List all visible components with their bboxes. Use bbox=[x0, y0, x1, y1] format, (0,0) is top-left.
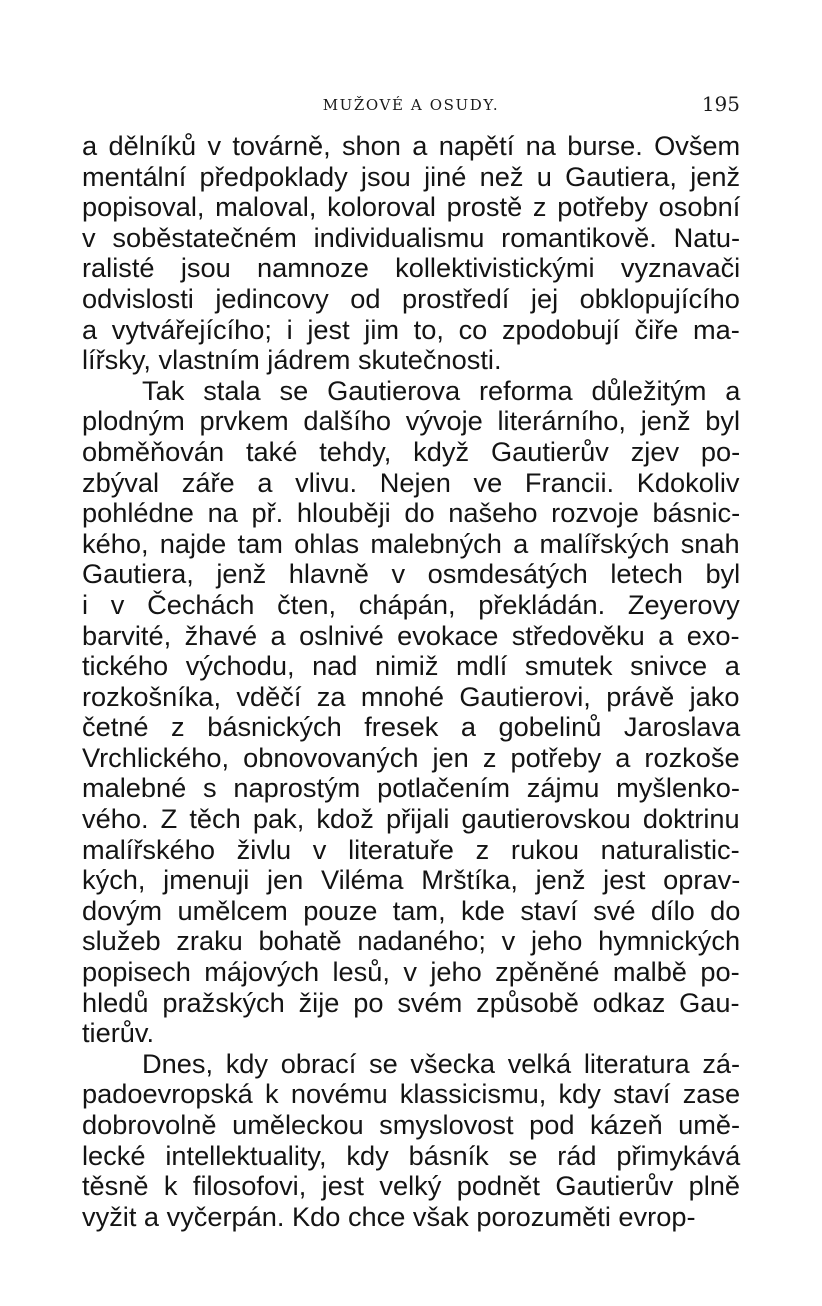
page-number: 195 bbox=[701, 92, 740, 116]
text-line: lecké intellektuality, kdy básník se rád přimykává bbox=[82, 1139, 741, 1171]
paragraph bbox=[82, 376, 740, 1049]
text-line: těsně k filosofovi, jest velký podnět Gautierův plně bbox=[82, 1170, 741, 1202]
text-line: malířského živlu v literatuře z rukou naturalistic- bbox=[82, 833, 740, 865]
text-line: Dnes, kdy obrací se všecka velká literatura zá- bbox=[142, 1047, 741, 1079]
text-line: Vrchlického, obnovovaných jen z potřeby a rozkoše bbox=[82, 741, 740, 773]
text-line: dovým umělcem pouze tam, kde staví své dílo do bbox=[82, 894, 741, 926]
text-line: popisech májových lesů, v jeho zpěněné malbě po- bbox=[82, 956, 740, 988]
text-line: odvislosti jedincovy od prostředí jej obklopujícího bbox=[82, 282, 740, 314]
text-line: v soběstatečném individualismu romantikově. Natu- bbox=[82, 221, 741, 253]
text-line: lířsky, vlastním jádrem skutečnosti. bbox=[82, 344, 502, 376]
text-line: ralisté jsou namnoze kollektivistickými vyznavači bbox=[82, 252, 741, 284]
text-line: a vytvářejícího; i jest jim to, co zpodobují čiře ma- bbox=[82, 313, 740, 345]
text-line: vého. Z těch pak, kdož přijali gautierovskou doktrinu bbox=[82, 803, 740, 835]
text-line: vyžit a vyčerpán. Kdo chce však porozuměti evrop- bbox=[82, 1200, 696, 1232]
text-line: kých, jmenuji jen Viléma Mrštíka, jenž jest oprav- bbox=[82, 864, 741, 896]
text-line: plodným prvkem dalšího vývoje literárního, jenž byl bbox=[82, 405, 741, 437]
text-line: mentální předpoklady jsou jiné než u Gautiera, jenž bbox=[82, 160, 741, 192]
text-line: Tak stala se Gautierova reforma důležitým a bbox=[142, 374, 741, 406]
paragraph bbox=[82, 131, 740, 376]
paragraph bbox=[82, 1049, 740, 1233]
text-line: kého, najde tam ohlas malebných a malířských snah bbox=[82, 527, 740, 559]
text-line: padoevropská k novému klassicismu, kdy staví zase bbox=[82, 1078, 741, 1110]
text-line: hledů pražských žije po svém způsobě odkaz Gau- bbox=[82, 986, 740, 1018]
text-line: četné z básnických fresek a gobelinů Jaroslava bbox=[82, 711, 741, 743]
text-line: dobrovolně uměleckou smyslovost pod kázeň umě- bbox=[82, 1109, 741, 1140]
page-header bbox=[82, 92, 740, 118]
text-line: barvité, žhavé a oslnivé evokace středověku a exo- bbox=[82, 619, 740, 651]
text-line: zbýval záře a vlivu. Nejen ve Francii. Kdokoliv bbox=[82, 466, 740, 498]
text-line: malebné s naprostým potlačením zájmu myšlenko- bbox=[82, 772, 740, 804]
text-line: rozkošníka, vděčí za mnohé Gautierovi, právě jako bbox=[82, 680, 740, 712]
text-line: tierův. bbox=[82, 1017, 155, 1049]
text-line: obměňován také tehdy, když Gautierův zjev po- bbox=[82, 435, 741, 467]
text-line: a dělníků v továrně, shon a napětí na burse. Ovšem bbox=[82, 130, 741, 161]
body-text bbox=[82, 131, 740, 1232]
text-line: tického východu, nad nimiž mdlí smutek snivce a bbox=[82, 650, 740, 682]
text-line: i v Čechách čten, chápán, překládán. Zeyerovy bbox=[82, 588, 740, 620]
text-line: popisoval, maloval, koloroval prostě z potřeby osobní bbox=[82, 191, 741, 223]
text-line: služeb zraku bohatě nadaného; v jeho hymnických bbox=[82, 925, 741, 957]
text-line: pohlédne na př. hlouběji do našeho rozvoje básnic- bbox=[82, 497, 741, 529]
running-title: MUŽOVÉ A OSUDY. bbox=[322, 96, 500, 114]
text-line: Gautiera, jenž hlavně v osmdesátých letech byl bbox=[82, 558, 741, 590]
